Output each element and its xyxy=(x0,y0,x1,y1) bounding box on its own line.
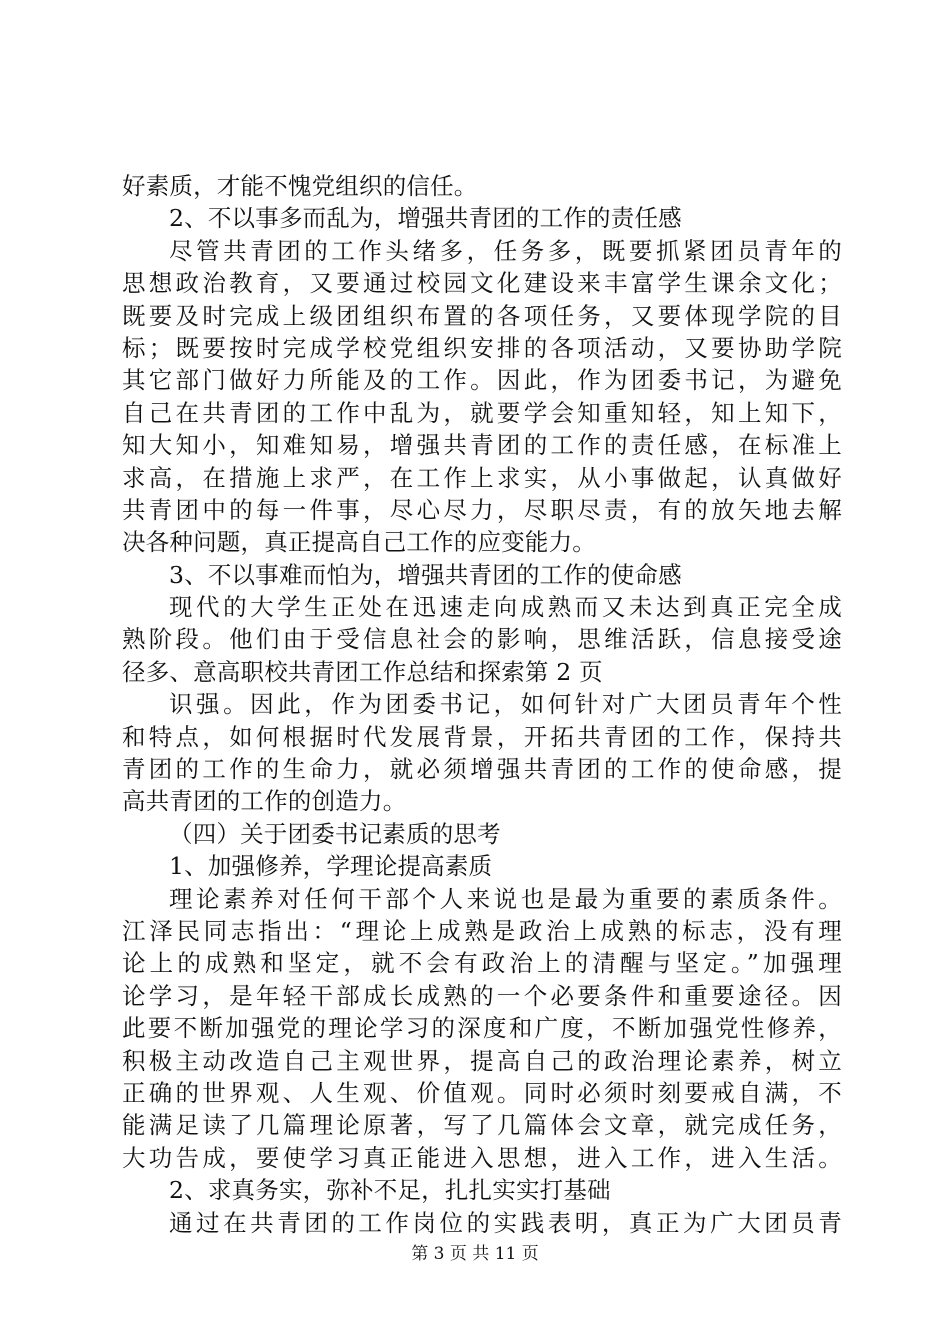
text-line: 识强。因此，作为团委书记，如何针对广大团员青年个性 xyxy=(169,690,842,719)
text-line: 其它部门做好力所能及的工作。因此，作为团委书记，为避免 xyxy=(122,366,842,395)
text-line: 自己在共青团的工作中乱为，就要学会知重知轻，知上知下， xyxy=(122,398,842,427)
text-line: 和特点，如何根据时代发展背景，开拓共青团的工作，保持共 xyxy=(122,722,842,751)
text-line: 能满足读了几篇理论原著，写了几篇体会文章，就完成任务， xyxy=(122,1111,842,1140)
text-line: 论上的成熟和坚定，就不会有政治上的清醒与坚定。”加强理 xyxy=(122,949,842,978)
text-line: 决各种问题，真正提高自己工作的应变能力。 xyxy=(122,528,596,557)
page-number-footer: 第 3 页 共 11 页 xyxy=(411,1244,539,1264)
text-line: 通过在共青团的工作岗位的实践表明，真正为广大团员青 xyxy=(169,1208,842,1237)
text-line: 既要及时完成上级团组织布置的各项任务，又要体现学院的目 xyxy=(122,301,842,330)
text-line: 1、加强修养，学理论提高素质 xyxy=(169,852,493,881)
text-line: 共青团中的每一件事，尽心尽力，尽职尽责，有的放矢地去解 xyxy=(122,495,842,524)
text-line: 好素质，才能不愧党组织的信任。 xyxy=(122,172,478,200)
text-line: 此要不断加强党的理论学习的深度和广度，不断加强党性修养， xyxy=(122,1014,842,1043)
text-line: 积极主动改造自己主观世界，提高自己的政治理论素养，树立 xyxy=(122,1046,842,1075)
text-line: 2、求真务实，弥补不足，扎扎实实打基础 xyxy=(169,1176,611,1205)
text-line: 理论素养对任何干部个人来说也是最为重要的素质条件。 xyxy=(169,884,842,913)
document-body xyxy=(122,170,842,1239)
text-line: 求高，在措施上求严，在工作上求实，从小事做起，认真做好 xyxy=(122,463,842,492)
text-line: 知大知小，知难知易，增强共青团的工作的责任感，在标准上 xyxy=(122,431,842,460)
text-line: 现代的大学生正处在迅速走向成熟而又未达到真正完全成 xyxy=(169,593,842,622)
text-line: 2、不以事多而乱为，增强共青团的工作的责任感 xyxy=(169,204,682,233)
text-line: 大功告成，要使学习真正能进入思想，进入工作，进入生活。 xyxy=(122,1143,842,1172)
text-line: 标；既要按时完成学校党组织安排的各项活动，又要协助学院 xyxy=(122,333,842,362)
text-line: 高共青团的工作的创造力。 xyxy=(122,787,407,816)
text-line: （四）关于团委书记素质的思考 xyxy=(169,819,501,848)
text-line: 青团的工作的生命力，就必须增强共青团的工作的使命感，提 xyxy=(122,755,842,784)
text-line: 正确的世界观、人生观、价值观。同时必须时刻要戒自满，不 xyxy=(122,1078,842,1107)
text-line: 尽管共青团的工作头绪多，任务多，既要抓紧团员青年的 xyxy=(169,236,842,265)
text-line: 3、不以事难而怕为，增强共青团的工作的使命感 xyxy=(169,560,682,589)
text-line: 江泽民同志指出：“理论上成熟是政治上成熟的标志，没有理 xyxy=(122,916,842,945)
text-line: 径多、意高职校共青团工作总结和探索第 2 页 xyxy=(122,657,603,686)
text-line: 熟阶段。他们由于受信息社会的影响，思维活跃，信息接受途 xyxy=(122,625,842,654)
text-line: 论学习，是年轻干部成长成熟的一个必要条件和重要途径。因 xyxy=(122,981,842,1010)
text-line: 思想政治教育，又要通过校园文化建设来丰富学生课余文化； xyxy=(122,269,842,298)
